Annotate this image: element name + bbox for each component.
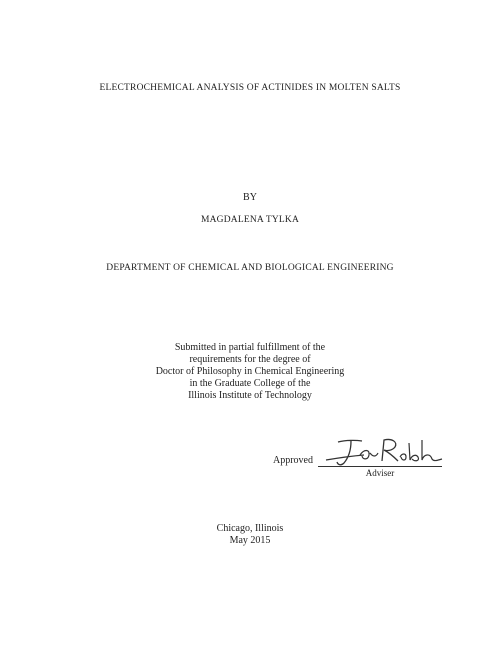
adviser-signature	[318, 435, 444, 469]
department-name: DEPARTMENT OF CHEMICAL AND BIOLOGICAL ENGINEERING	[106, 263, 394, 273]
thesis-title: ELECTROCHEMICAL ANALYSIS OF ACTINIDES IN MOLTEN SALTS	[99, 83, 401, 93]
adviser-label: Adviser	[365, 468, 395, 478]
degree-statement	[0, 342, 500, 402]
degree-statement-line: in the Graduate College of the	[189, 378, 311, 389]
place-and-date	[0, 523, 500, 547]
degree-statement-line: Doctor of Philosophy in Chemical Engineering	[155, 366, 345, 377]
approved-label: Approved	[273, 455, 313, 466]
degree-statement-line: Submitted in partial fulfillment of the	[174, 342, 326, 353]
degree-statement-line: Illinois Institute of Technology	[188, 390, 312, 401]
city-label: Chicago, Illinois	[216, 523, 284, 534]
degree-statement-line: requirements for the degree of	[189, 354, 311, 365]
by-label: BY	[242, 192, 258, 203]
author-name: MAGDALENA TYLKA	[200, 215, 300, 225]
signature-line	[318, 466, 442, 467]
date-label: May 2015	[229, 535, 271, 546]
